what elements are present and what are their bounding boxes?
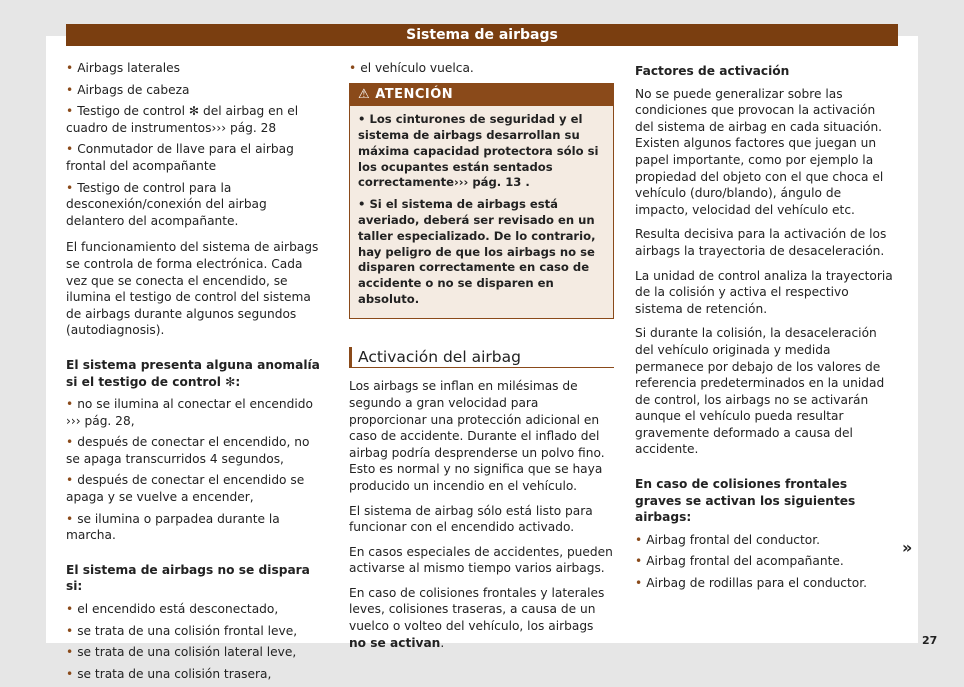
list-item: • se trata de una colisión trasera, — [66, 666, 272, 681]
bullet-icon: • — [635, 554, 643, 569]
subheading: El sistema presenta alguna anomalía si el testigo de control ✻: — [66, 357, 320, 389]
list-item: • se ilumina o parpadea durante la marcha. — [66, 511, 280, 543]
bullet-icon: • — [635, 576, 643, 591]
paragraph: Los airbags se inflan en milésimas de segundo a gran velocidad para proporcionar una protección adicional en caso de accidente. Durante el inflado del airbag podría desprenderse un polvo fino. Esto es normal y no significa que se haya producido un incendio en el vehículo. — [349, 379, 605, 493]
bullet-icon: • — [66, 61, 74, 75]
list-item: • Airbag frontal del conductor. — [635, 532, 821, 547]
warning-body — [350, 106, 613, 318]
list-item: • el encendido está desconectado, — [66, 602, 279, 617]
continue-arrow-icon: » — [902, 538, 913, 557]
list-item: • Airbags laterales — [66, 61, 180, 75]
warning-box — [349, 83, 614, 319]
list-item: • Airbag frontal del acompañante. — [635, 554, 844, 569]
paragraph: En caso de colisiones frontales y laterales leves, colisiones traseras, a causa de un vuelco o volteo del vehículo, los airbags no se activan. — [349, 585, 605, 650]
warning-item: • Los cinturones de seguridad y el sistema de airbags desarrollan su máxima capacidad protectora sólo si los ocupantes están sentados correctamente››› pág. 13 . — [358, 112, 599, 190]
paragraph: En casos especiales de accidentes, pueden activarse al mismo tiempo varios airbags. — [349, 544, 613, 576]
warning-item: • Si el sistema de airbags está averiado, deberá ser revisado en un taller especializado. De lo contrario, hay peligro de que los airbags no se disparen correctamente en caso de accidente o no se disparen en absoluto. — [358, 197, 596, 306]
bullet-icon: • — [66, 623, 74, 638]
column-middle — [349, 60, 614, 659]
bullet-icon: • — [358, 197, 370, 212]
bullet-icon: • — [358, 112, 370, 127]
list-item: • Testigo de control ✻ del airbag en el cuadro de instrumentos››› pág. 28 — [66, 104, 299, 135]
bullet-icon: • — [66, 142, 74, 157]
list-item: • Airbags de cabeza — [66, 82, 190, 97]
subheading: El sistema de airbags no se dispara si: — [66, 562, 310, 594]
bullet-icon: • — [635, 532, 643, 547]
bullet-icon: • — [66, 666, 74, 681]
page-header-title: Sistema de airbags — [66, 24, 898, 46]
paragraph: Resulta decisiva para la activación de los airbags la trayectoria de desaceleración. — [635, 227, 887, 258]
list-item: • el vehículo vuelca. — [349, 61, 474, 75]
bullet-icon: • — [66, 180, 74, 195]
paragraph: La unidad de control analiza la trayectoria de la colisión y activa el respectivo sistema de retención. — [635, 268, 893, 316]
list-item: • después de conectar el encendido, no se apaga transcurridos 4 segundos, — [66, 435, 310, 466]
bullet-icon: • — [349, 61, 357, 75]
bullet-icon: • — [66, 473, 74, 488]
bullet-icon: • — [66, 397, 74, 412]
bullet-icon: • — [66, 104, 74, 119]
bullet-icon: • — [66, 435, 74, 450]
list-item: • Airbag de rodillas para el conductor. — [635, 576, 868, 591]
list-item: • se trata de una colisión lateral leve, — [66, 645, 297, 660]
bullet-icon: • — [66, 82, 74, 97]
list-item: • Conmutador de llave para el airbag frontal del acompañante — [66, 142, 294, 173]
paragraph: El funcionamiento del sistema de airbags se controla de forma electrónica. Cada vez que se conecta el encendido, se ilumina el testigo de control del sistema de airbags durante algunos segundos (autodiagnosis). — [66, 240, 319, 338]
section-title: Activación del airbag — [349, 347, 614, 369]
column-right — [635, 60, 897, 597]
bullet-icon: • — [66, 645, 74, 660]
warning-icon: ⚠ — [358, 86, 371, 102]
list-item: • después de conectar el encendido se apaga y se vuelve a encender, — [66, 473, 305, 505]
paragraph: Si durante la colisión, la desaceleración del vehículo originada y medida permanece por debajo de los valores de referencia predeterminados en la unidad de control, los airbags no se activarán aunque el vehículo pueda resultar gravemente deformado a causa del accidente. — [635, 326, 885, 457]
list-item: • no se ilumina al conectar el encendido ››› pág. 28, — [66, 397, 313, 428]
bullet-icon: • — [66, 511, 74, 526]
list-item: • se trata de una colisión frontal leve, — [66, 623, 298, 638]
warning-title: ⚠ ATENCIÓN — [350, 84, 613, 107]
paragraph: No se puede generalizar sobre las condiciones que provocan la activación del sistema de airbag en cada situación. Existen algunos factores que juegan un papel importante, como por ejemplo la propiedad del objeto con el que choca el vehículo (duro/blando), ángulo de impacto, velocidad del vehículo etc. — [635, 86, 884, 217]
column-left — [66, 60, 326, 687]
subheading: Factores de activación — [635, 64, 790, 78]
subheading: En caso de colisiones frontales graves se activan los siguientes airbags: — [635, 477, 856, 525]
page-number: 27 — [922, 634, 938, 647]
paragraph: El sistema de airbag sólo está listo para funcionar con el encendido activado. — [349, 503, 593, 535]
bullet-icon: • — [66, 602, 74, 617]
list-item: • Testigo de control para la desconexión/conexión del airbag delantero del acompañante. — [66, 180, 267, 228]
